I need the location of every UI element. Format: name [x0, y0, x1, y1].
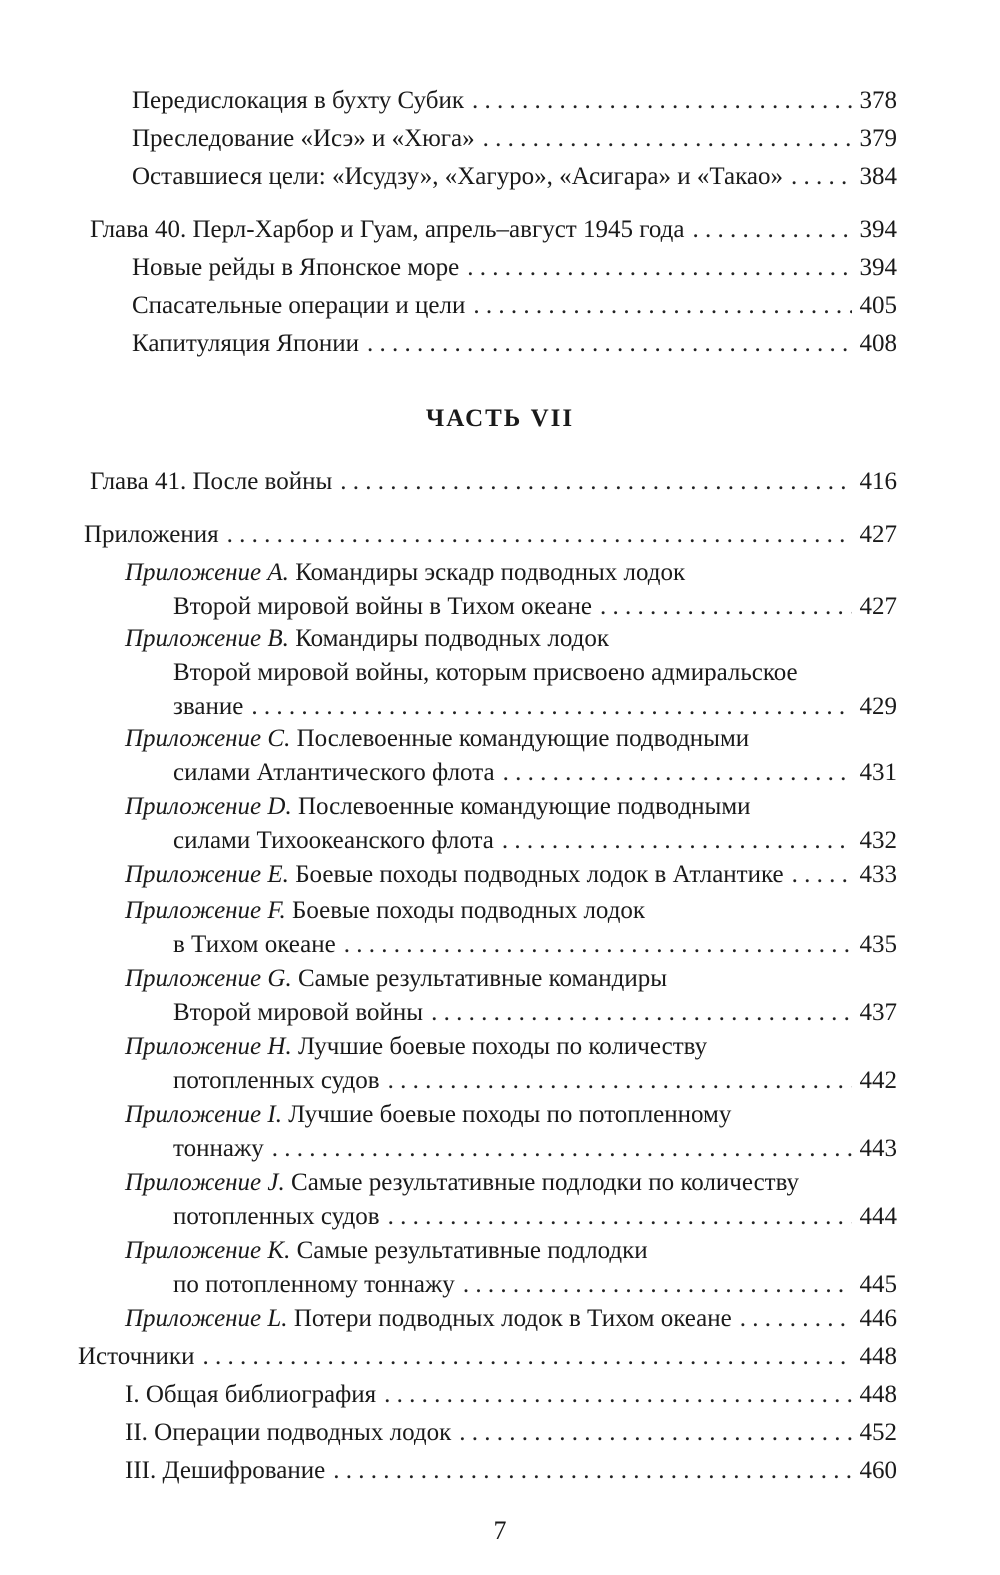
- appendix-title-cont: звание: [173, 693, 244, 720]
- toc-entry-page: 452: [859, 1419, 897, 1446]
- toc-entry-page: 460: [859, 1457, 897, 1484]
- appendix-title-cont: Второй мировой войны, которым присвоено адмиральское: [173, 659, 798, 686]
- toc-entry-page: 448: [859, 1343, 897, 1370]
- toc-entry-page: 427: [859, 593, 897, 620]
- toc-entry-page: 429: [859, 693, 897, 720]
- appendix-entry: [125, 622, 897, 724]
- toc-entry-title: II. Операции подводных лодок: [125, 1419, 452, 1446]
- toc-entry: [132, 160, 897, 194]
- leader-dots: [367, 327, 851, 361]
- leader-dots: [472, 84, 852, 118]
- appendix-label: Приложение C.: [125, 725, 291, 752]
- toc-section: [78, 1340, 897, 1374]
- appendix-entry: [125, 1234, 897, 1302]
- toc-chapter-title: Глава 41. После войны: [90, 468, 333, 495]
- toc-section-title: Источники: [78, 1343, 195, 1370]
- toc-entry-page: 378: [859, 87, 897, 114]
- leader-dots: [792, 858, 852, 892]
- appendix-title: Командиры эскадр подводных лодок: [295, 559, 686, 586]
- toc-entry-page: 432: [859, 827, 897, 854]
- appendix-title: Послевоенные командующие подводными: [297, 793, 751, 820]
- appendix-label: Приложение B.: [125, 625, 289, 652]
- leader-dots: [791, 160, 852, 194]
- leader-dots: [503, 756, 852, 790]
- appendix-label: Приложение G.: [125, 965, 292, 992]
- toc-entry-title: III. Дешифрование: [125, 1457, 326, 1484]
- toc-entry-title: Передислокация в бухту Субик: [132, 87, 464, 114]
- appendix-entry: [125, 1098, 897, 1166]
- toc-entry-page: 427: [859, 521, 897, 548]
- appendix-entry: [125, 556, 897, 624]
- appendix-title: Самые результативные подлодки: [296, 1237, 648, 1264]
- toc-entry-page: 435: [859, 931, 897, 958]
- appendix-title-cont: потопленных судов: [173, 1067, 380, 1094]
- part-heading: ЧАСТЬ VII: [425, 405, 575, 432]
- leader-dots: [740, 1302, 852, 1336]
- toc-entry: [132, 327, 897, 361]
- appendix-label: Приложение K.: [125, 1237, 291, 1264]
- appendix-title: Самые результативные командиры: [297, 965, 668, 992]
- leader-dots: [272, 1132, 852, 1166]
- appendix-entry: [125, 858, 897, 892]
- appendix-title-cont: в Тихом океане: [173, 931, 336, 958]
- leader-dots: [692, 213, 851, 247]
- appendix-entry: [125, 1302, 897, 1336]
- appendix-entry: [125, 962, 897, 1030]
- appendix-title-cont: Второй мировой войны в Тихом океане: [173, 593, 593, 620]
- leader-dots: [463, 1268, 852, 1302]
- toc-entry: [125, 1454, 897, 1488]
- appendix-label: Приложение E.: [125, 861, 289, 888]
- leader-dots: [227, 518, 852, 552]
- toc-entry-page: 408: [859, 330, 897, 357]
- leader-dots: [333, 1454, 851, 1488]
- appendix-title: Потери подводных лодок в Тихом океане: [293, 1305, 732, 1332]
- toc-entry-page: 433: [859, 861, 897, 888]
- toc-entry-page: 448: [859, 1381, 897, 1408]
- appendix-title-cont: по потопленному тоннажу: [173, 1271, 455, 1298]
- appendix-label: Приложение L.: [125, 1305, 288, 1332]
- toc-entry-page: 431: [859, 759, 897, 786]
- appendix-entry: [125, 790, 897, 858]
- leader-dots: [502, 824, 852, 858]
- appendix-title: Боевые походы подводных лодок: [291, 897, 646, 924]
- leader-dots: [467, 251, 851, 285]
- toc-section-title: Приложения: [84, 521, 219, 548]
- leader-dots: [431, 996, 851, 1030]
- appendix-title-cont: потопленных судов: [173, 1203, 380, 1230]
- toc-entry: [132, 122, 897, 156]
- leader-dots: [600, 590, 851, 624]
- leader-dots: [202, 1340, 851, 1374]
- toc-entry-page: 442: [859, 1067, 897, 1094]
- leader-dots: [459, 1416, 851, 1450]
- toc-chapter: [90, 213, 897, 247]
- appendix-label: Приложение D.: [125, 793, 292, 820]
- toc-chapter-title: Глава 40. Перл-Харбор и Гуам, апрель–август 1945 года: [90, 216, 685, 243]
- toc-entry-title: Капитуляция Японии: [132, 330, 360, 357]
- appendix-title: Командиры подводных лодок: [295, 625, 609, 652]
- appendix-title: Лучшие боевые походы по потопленному: [288, 1101, 732, 1128]
- page-number: 7: [493, 1516, 507, 1545]
- toc-entry: [132, 251, 897, 285]
- toc-entry-title: I. Общая библиография: [125, 1381, 377, 1408]
- appendix-label: Приложение F.: [125, 897, 286, 924]
- appendix-entry: [125, 722, 897, 790]
- toc-entry-page: 394: [859, 254, 897, 281]
- appendix-entry: [125, 894, 897, 962]
- toc-entry: [125, 1416, 897, 1450]
- appendix-entry: [125, 1030, 897, 1098]
- toc-entry: [125, 1378, 897, 1412]
- appendix-title: Послевоенные командующие подводными: [296, 725, 750, 752]
- leader-dots: [340, 465, 851, 499]
- toc-entry-page: 444: [859, 1203, 897, 1230]
- toc-entry-page: 443: [859, 1135, 897, 1162]
- toc-entry-page: 446: [859, 1305, 897, 1332]
- appendix-label: Приложение A.: [125, 559, 289, 586]
- appendix-title-cont: Второй мировой войны: [173, 999, 424, 1026]
- appendix-title-cont: силами Атлантического флота: [173, 759, 495, 786]
- appendix-title-cont: силами Тихоокеанского флота: [173, 827, 494, 854]
- appendix-entry: [125, 1166, 897, 1234]
- appendix-title: Самые результативные подлодки по количеству: [291, 1169, 800, 1196]
- leader-dots: [483, 122, 852, 156]
- appendix-title: Лучшие боевые походы по количеству: [297, 1033, 708, 1060]
- toc-entry-page: 394: [859, 216, 897, 243]
- toc-entry-page: 437: [859, 999, 897, 1026]
- appendix-label: Приложение I.: [125, 1101, 282, 1128]
- toc-chapter: [90, 465, 897, 499]
- leader-dots: [251, 690, 851, 724]
- toc-entry-page: 405: [859, 292, 897, 319]
- toc-entry-page: 379: [859, 125, 897, 152]
- leader-dots: [384, 1378, 851, 1412]
- toc-entry: [132, 289, 897, 323]
- toc-entry-page: 384: [859, 163, 897, 190]
- leader-dots: [388, 1200, 852, 1234]
- toc-entry-title: Преследование «Исэ» и «Хюга»: [132, 125, 475, 152]
- toc-entry-title: Спасательные операции и цели: [132, 292, 466, 319]
- leader-dots: [388, 1064, 852, 1098]
- appendix-title: Боевые походы подводных лодок в Атлантике: [295, 861, 784, 888]
- appendix-label: Приложение J.: [125, 1169, 285, 1196]
- leader-dots: [344, 928, 852, 962]
- toc-entry-title: Новые рейды в Японское море: [132, 254, 460, 281]
- toc-entry-page: 445: [859, 1271, 897, 1298]
- leader-dots: [473, 289, 851, 323]
- toc-entry: [132, 84, 897, 118]
- toc-section: [84, 518, 897, 552]
- appendix-label: Приложение H.: [125, 1033, 292, 1060]
- toc-entry-page: 416: [859, 468, 897, 495]
- toc-entry-title: Оставшиеся цели: «Исудзу», «Хагуро», «Асигара» и «Такао»: [132, 163, 783, 190]
- appendix-title-cont: тоннажу: [173, 1135, 264, 1162]
